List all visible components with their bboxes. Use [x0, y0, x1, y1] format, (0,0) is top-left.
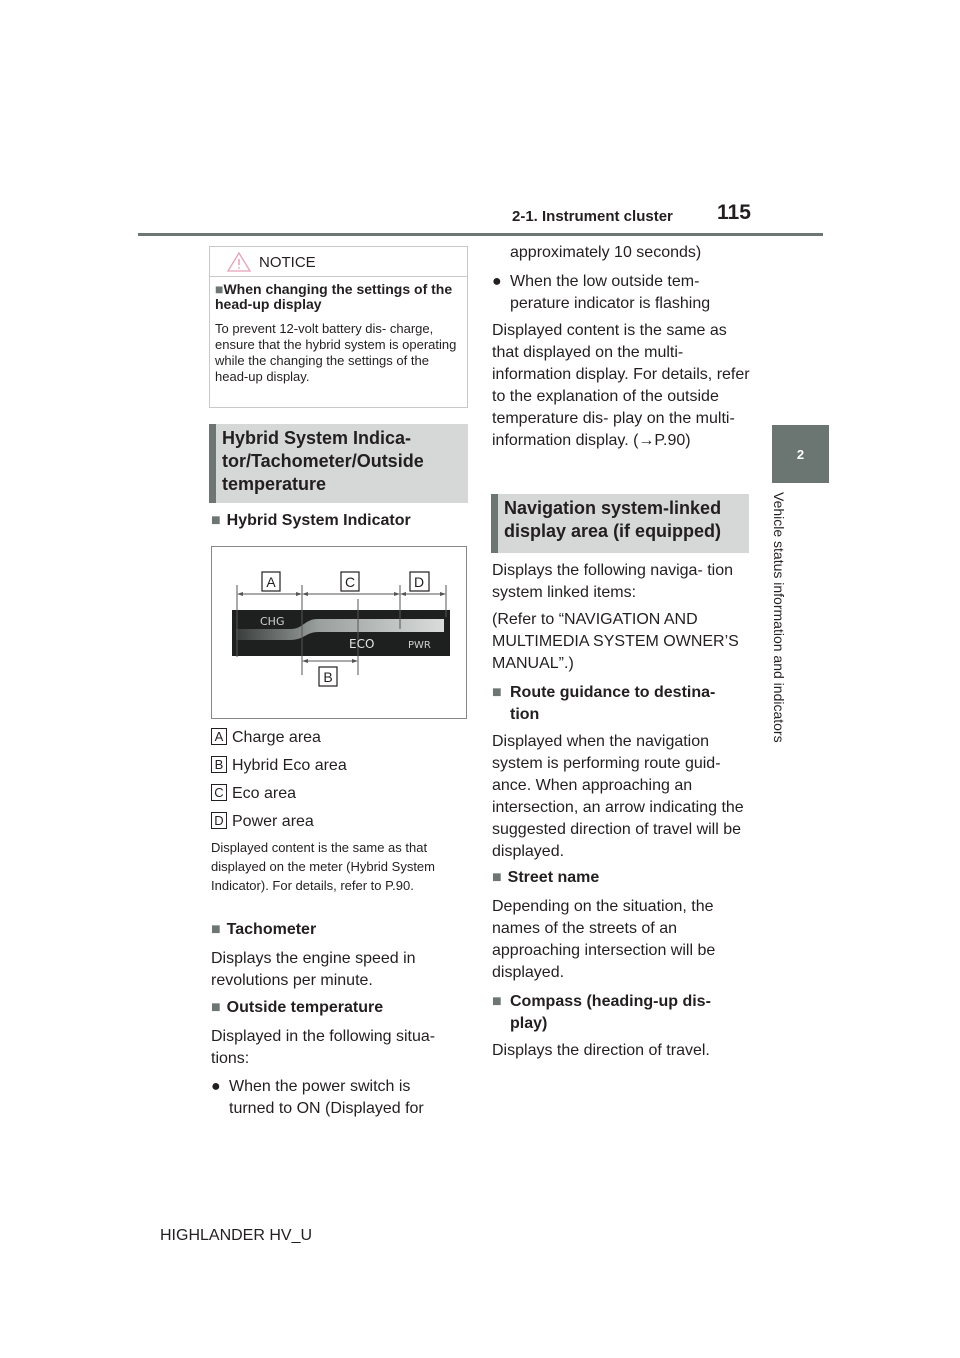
legend-key: C — [211, 784, 227, 801]
warning-icon — [227, 252, 251, 272]
chapter-label: Vehicle status information and indicators — [771, 492, 787, 743]
section-heading-hybrid: Hybrid System Indica- tor/Tachometer/Outside temperature — [209, 424, 468, 503]
outside-temp-bullet-1 — [211, 1076, 467, 1120]
square-bullet-icon: ■ — [211, 512, 221, 529]
outside-temp-intro: Displayed in the following situa- tions: — [211, 1028, 436, 1067]
eco-label: ECO — [349, 637, 375, 651]
outside-temp-heading-text: Outside temperature — [226, 999, 384, 1016]
square-bullet-icon: ■ — [492, 869, 502, 886]
street-name-heading — [492, 869, 599, 887]
callout-d — [410, 572, 429, 591]
square-bullet-icon: ■ — [492, 684, 502, 701]
legend-key: D — [211, 812, 227, 829]
tachometer-text: Displays the engine speed in revolutions per minute. — [211, 950, 416, 989]
outside-temp-text: Displayed content is the same as that displayed on the multi-information display. For details, refer to the explanation of the outside temperature dis- play on the multi-information display. (→P.90) — [492, 322, 750, 449]
legend-text: Power area — [232, 813, 314, 830]
footer-model: HIGHLANDER HV_U — [160, 1227, 313, 1244]
hybrid-indicator-diagram — [212, 547, 466, 718]
callout-c-label: C — [344, 574, 356, 590]
tachometer-heading — [211, 921, 316, 939]
square-bullet-icon: ■ — [211, 999, 221, 1016]
compass-text: Displays the direction of travel. — [492, 1042, 710, 1059]
street-name-heading-text: Street name — [507, 869, 600, 886]
outside-temp-bullet-1-text: When the power switch is turned to ON (Displayed for — [229, 1078, 424, 1117]
hybrid-indicator-figure — [211, 546, 467, 719]
hybrid-indicator-heading-text: Hybrid System Indicator — [226, 512, 411, 529]
notice-subtitle-row — [215, 282, 460, 312]
bullet-dot-icon: ● — [492, 273, 502, 290]
outside-temp-bullet-2 — [492, 271, 750, 315]
compass-heading-text: Compass (heading-up dis- play) — [510, 993, 711, 1032]
square-bullet-icon: ■ — [492, 993, 502, 1010]
section-heading-navigation: Navigation system-linked display area (if equipped) — [491, 494, 749, 553]
navigation-refer: (Refer to “NAVIGATION AND MULTIMEDIA SYSTEM OWNER’S MANUAL”.) — [492, 611, 739, 672]
legend-text: Hybrid Eco area — [232, 757, 347, 774]
outside-temp-bullet-2-text: When the low outside tem- perature indicator is flashing — [510, 273, 711, 312]
section-title: 2-1. Instrument cluster — [512, 208, 673, 225]
callout-a-label: A — [266, 574, 276, 590]
notice-header — [210, 247, 467, 277]
legend-text: Eco area — [232, 785, 297, 802]
square-bullet-icon: ■ — [211, 921, 221, 938]
route-guidance-heading — [492, 682, 750, 726]
callout-b-label: B — [323, 669, 333, 685]
legend-text: Charge area — [232, 729, 321, 746]
callout-a — [262, 572, 280, 591]
legend-key: A — [211, 728, 227, 745]
chapter-number: 2 — [796, 446, 805, 462]
page-number: 115 — [717, 201, 751, 224]
square-bullet-icon: ■ — [215, 281, 224, 297]
legend-key: B — [211, 756, 227, 773]
callout-d-label: D — [413, 574, 425, 590]
street-name-text: Depending on the situation, the names of the streets of an approaching intersection will be displayed. — [492, 898, 716, 981]
header-rule — [138, 233, 823, 236]
notice-body: To prevent 12-volt battery dis- charge, ensure that the hybrid system is operating while the changing the settings of the head-up display. — [215, 321, 457, 384]
notice-box — [209, 246, 468, 408]
route-guidance-text: Displayed when the navigation system is performing route guid- ance. When approaching an intersection, an arrow indicating the suggested direction of travel will be displayed. — [492, 733, 744, 860]
chg-label: CHG — [260, 615, 285, 628]
route-guidance-heading-text: Route guidance to destina- tion — [510, 684, 716, 723]
chapter-label-container — [771, 492, 791, 802]
bullet-dot-icon: ● — [211, 1078, 221, 1095]
notice-title: NOTICE — [259, 254, 316, 271]
tachometer-heading-text: Tachometer — [226, 921, 317, 938]
hybrid-indicator-heading — [211, 512, 411, 530]
callout-b — [319, 667, 337, 686]
navigation-intro: Displays the following naviga- tion system linked items: — [492, 562, 734, 601]
legend-item-d — [211, 812, 314, 831]
hybrid-indicator-note: Displayed content is the same as that displayed on the meter (Hybrid System Indicator). For details, refer to P.90. — [211, 840, 435, 893]
chapter-tab — [772, 425, 829, 483]
legend-item-a — [211, 728, 321, 747]
outside-temp-heading — [211, 999, 383, 1017]
compass-heading — [492, 991, 750, 1035]
legend-item-b — [211, 756, 347, 775]
notice-subtitle: When changing the settings of the head-up display — [215, 281, 453, 312]
legend-item-c — [211, 784, 296, 803]
outside-temp-bullet-1-continued: approximately 10 seconds) — [510, 244, 702, 261]
pwr-label: PWR — [408, 640, 431, 651]
callout-c — [341, 572, 359, 591]
